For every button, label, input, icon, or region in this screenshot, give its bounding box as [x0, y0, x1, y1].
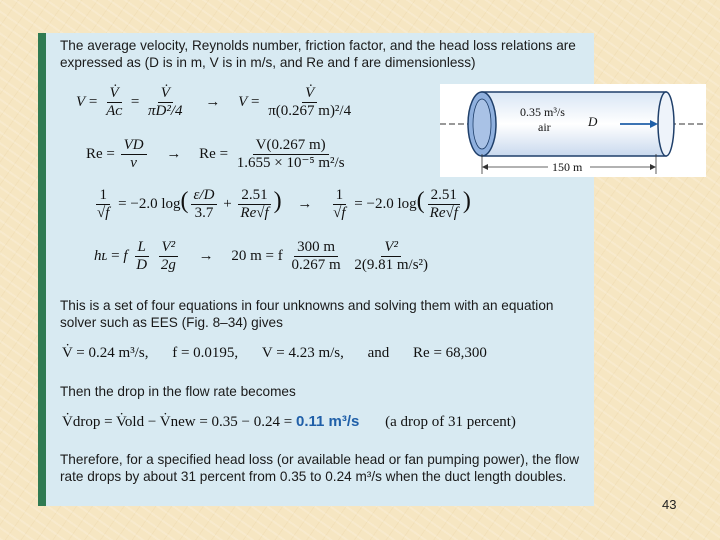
solver-text: This is a set of four equations in four unknowns and solving them with an equation solver such as EES (Fig. 8–34) gives — [60, 298, 554, 330]
flow-drop-value: 0.11 m³/s — [295, 413, 360, 430]
fluid-label: air — [538, 120, 551, 134]
page-number: 43 — [662, 497, 677, 512]
flow-rate-label: 0.35 m³/s — [520, 105, 565, 119]
reynolds-equation: Re = $\frac{VD}{\nu}$ → Re = $\frac{V(0.267 m)}{\text{1.655 × 10⁻⁵ m²/s}}$ — [86, 137, 345, 171]
pipe-diagram — [440, 84, 706, 177]
head-loss-equation: hʟ = f $\frac{L}{D}$ $\frac{\text{V²}}{2g}$ → 20 m = f $\frac{300 m}{0.267 m}$ $\frac{\text{V²}}{\text{2(9.81 m/s²)}}$ — [94, 239, 429, 273]
dim-arrow-left — [482, 164, 488, 170]
pipe-outlet — [658, 92, 674, 156]
conclusion-text: Therefore, for a specified head loss (or available head or fan pumping power), the flow rate drops by about 31 percent from 0.35 to 0.24 m³/s when the duct length doubles. — [60, 452, 580, 484]
pipe-inlet-inner — [473, 99, 491, 149]
colebrook-equation: $\frac{1}{√f}$ = −2.0 log( $\frac{\varepsilon/D}{3.7}$ + $\frac{2.51}{Re√f}$ ) → $\frac{1}{√f}$ = −2.0 log( $\frac{2.51}{Re√f}$ ) — [97, 187, 471, 221]
drop-text: Then the drop in the flow rate becomes — [60, 384, 296, 399]
velocity-equation: V = $\frac{V̇}{\text{Aᴄ}}$ = $\frac{V̇}{\text{πD²/4}}$ → V = $\frac{V̇}{\text{π(0.267 m)²/4}}$ — [76, 85, 352, 119]
pipe-drawing — [440, 84, 706, 177]
results-row: V̇ = 0.24 m³/s, f = 0.0195, V = 4.23 m/s, and Re = 68,300 — [62, 345, 487, 361]
dim-arrow-right — [650, 164, 656, 170]
flow-drop-equation: V̇drop = V̇old − V̇new = 0.35 − 0.24 = 0.11 m³/s (a drop of 31 percent) — [62, 413, 516, 430]
diameter-label: D — [588, 114, 598, 129]
length-label: 150 m — [552, 160, 583, 174]
intro-text: The average velocity, Reynolds number, friction factor, and the head loss relations are expressed as (D is in m, V is in m/s, and Re and f are dimensionless) — [60, 38, 576, 70]
